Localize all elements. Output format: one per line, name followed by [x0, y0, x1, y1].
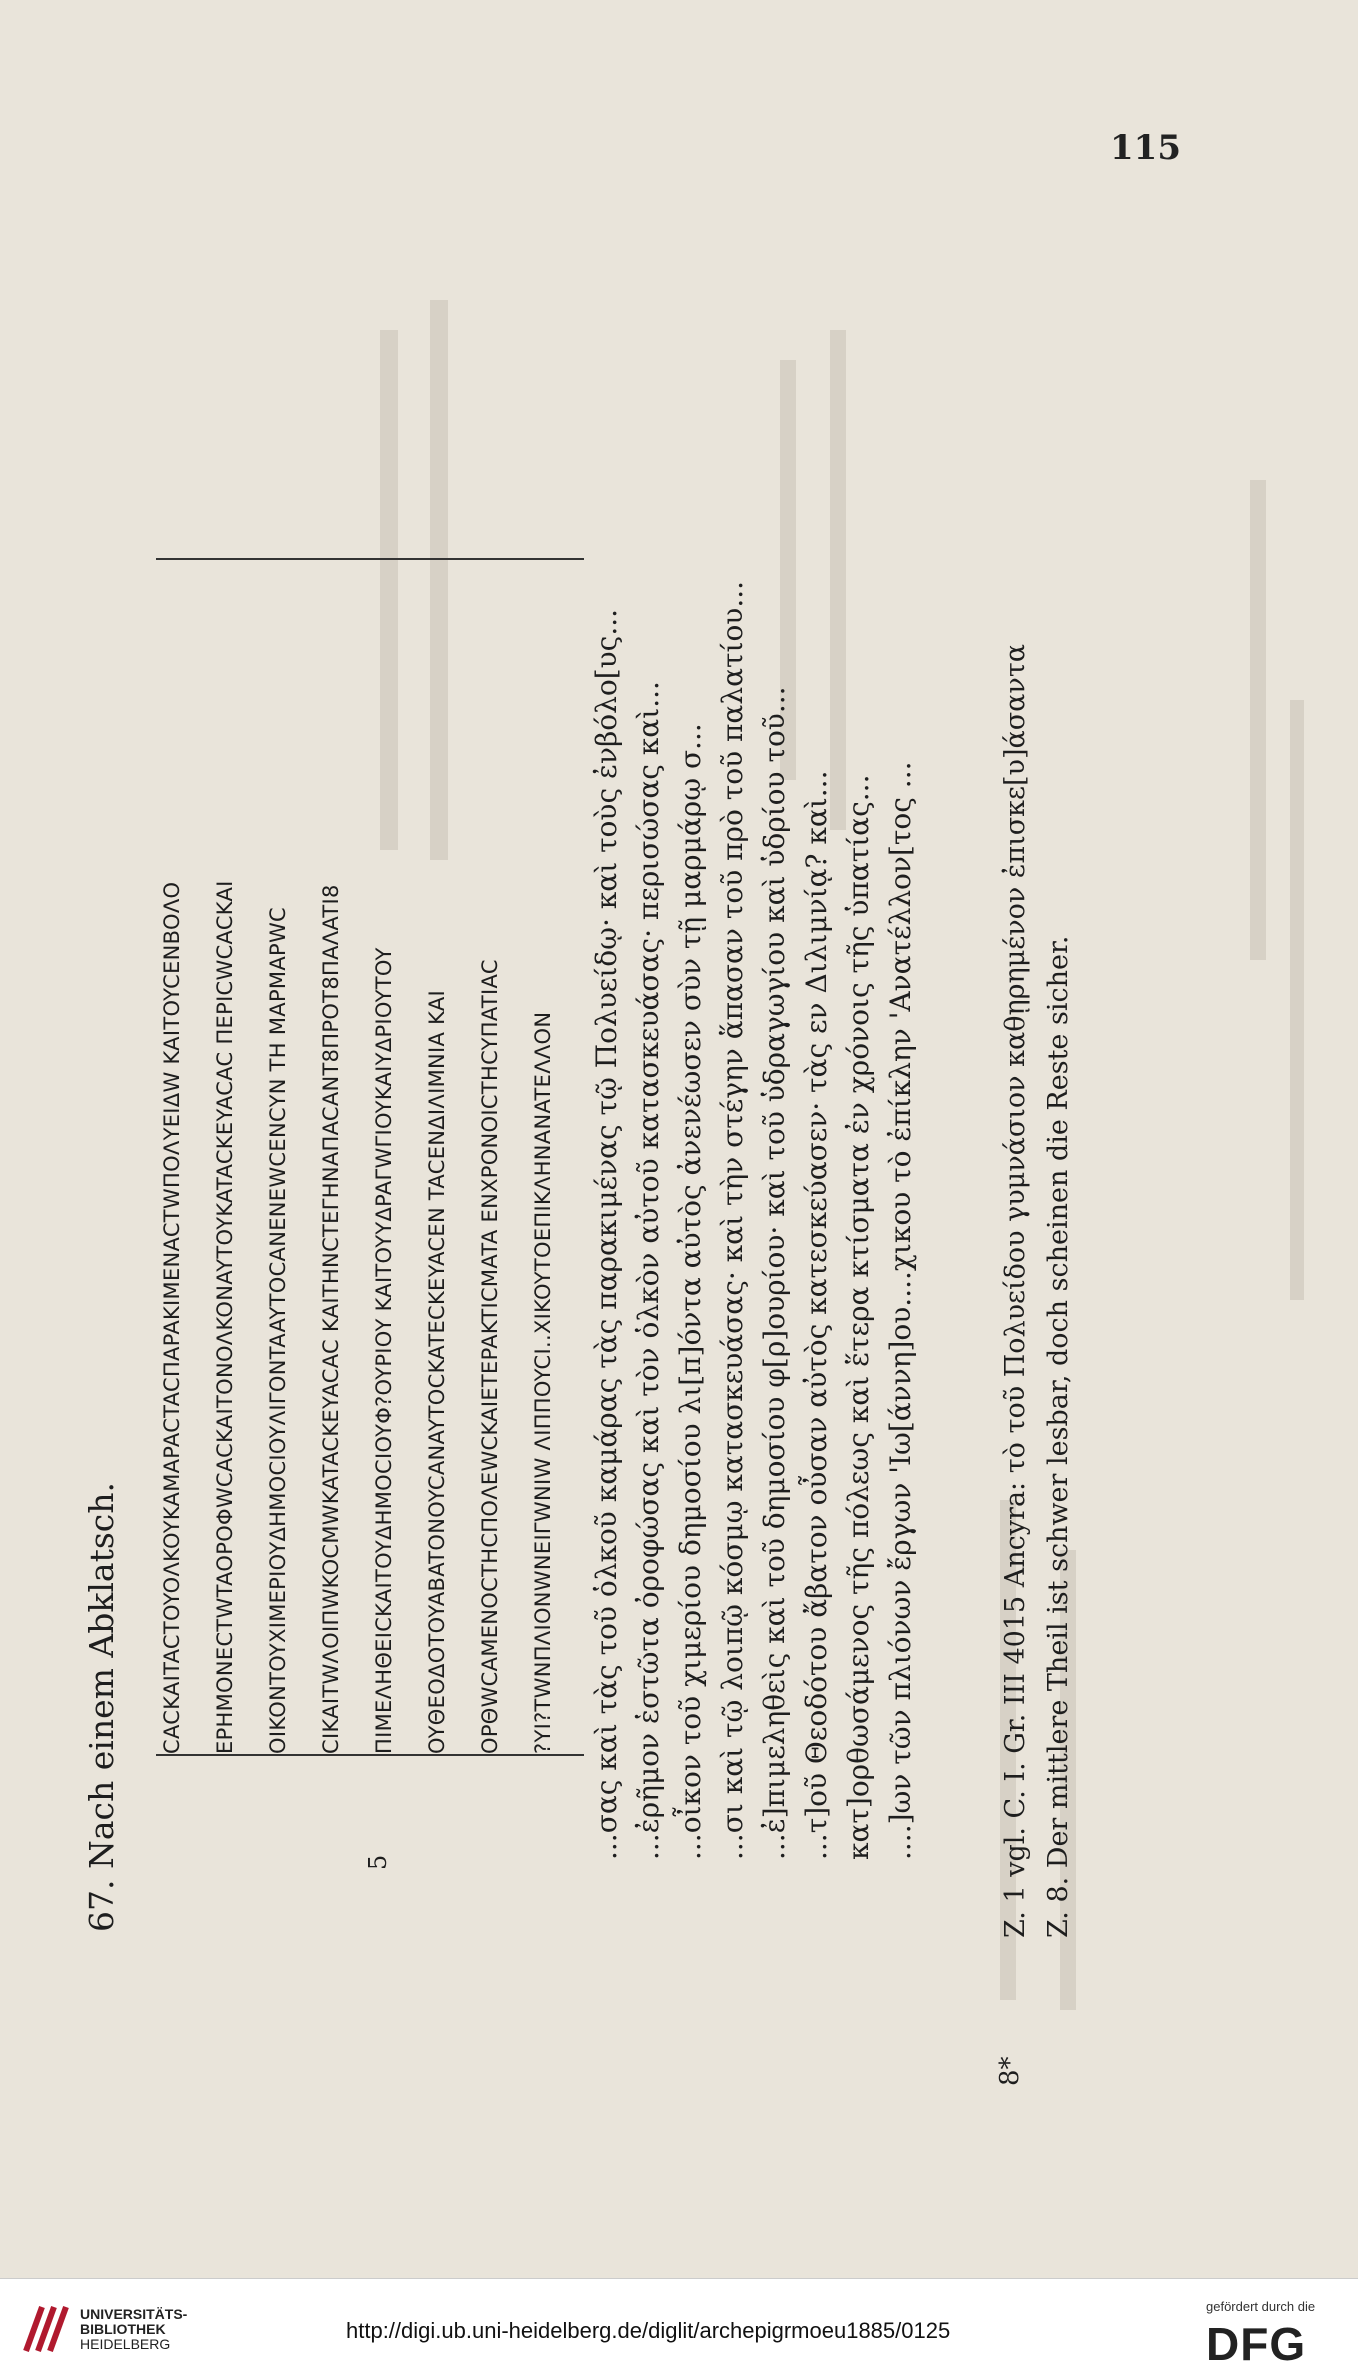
signature-mark: 8*	[995, 2056, 1025, 2086]
library-name: UNIVERSITÄTS- BIBLIOTHEK HEIDELBERG	[80, 2306, 188, 2352]
page-number: 115	[1110, 128, 1181, 168]
transcription-line: ...σας καὶ τὰς τοῦ ὁλκοῦ καμάρας τὰς παρακιμένας τῷ Πολυείδῳ· καὶ τοὺς ἐνβόλο[υς...	[590, 608, 623, 1860]
transcription-line: ...ἐ]πιμεληθεὶς καὶ τοῦ δημοσίου φ[ρ]ουρίου· καὶ τοῦ ὑδραγωγίου καὶ ὑδρίου τοῦ...	[758, 686, 791, 1860]
inscription-line: EPHMONECTWTAOPOΦWCACKAITONOΛKONAYTOYKATACKEYACAC ΠEPICWCACKAI	[213, 880, 237, 1754]
transcription-line: ...τ]οῦ Θεοδότου ἄβατον οὖσαν αὐτὸς κατεσκεύασεν· τὰς εν Διλιμνίᾳ? καὶ...	[800, 770, 833, 1860]
inscription-line: OPΘWCAMENOCTHCΠOΛEWCKAIETEPAKTICMATA ENXPONOICTHCYΠATIAC	[478, 959, 502, 1754]
inscription-block	[156, 558, 584, 1756]
margin-line-number: 5	[364, 1854, 392, 1870]
note-line: Z. 8. Der mittlere Theil ist schwer lesbar, doch scheinen die Reste sicher.	[1043, 935, 1074, 1938]
footer-bar	[0, 2278, 1358, 2378]
funder-logo: DFG	[1206, 2318, 1307, 2370]
inscription-line: OYΘEOΔOTOYABATONOYCANAYTOCKATECKEYACEN TACENΔIΛIMNIA KAI	[425, 989, 449, 1754]
inscription-line: OIKONTOYXIMEPIOYΔHMOCIOYΛIΓONTAAYTOCANENEWCENCYN TH MAPMAPWC	[266, 907, 290, 1754]
permalink-url[interactable]: http://digi.ub.uni-heidelberg.de/diglit/archepigrmoeu1885/0125	[346, 2318, 951, 2343]
transcription-line: ...σι καὶ τῷ λοιπῷ κόσμῳ κατασκευάσας· καὶ τὴν στέγην ἅπασαν τοῦ πρὸ τοῦ παλατίου...	[716, 580, 749, 1860]
transcription-line: ...ἐρῆμον ἑστῶτα ὀροφώσας καὶ τὸν ὁλκὸν αὐτοῦ κατασκευάσας· περισώσας καὶ...	[632, 681, 665, 1860]
inscription-line: ΠIMEΛHΘEICKAITOYΔHMOCIOYΦ?OYPIOY KAITOYYΔPAΓWΓIOYKAIYΔPIOYTOY	[372, 947, 396, 1754]
inscription-line: CIKAITWΛOIΠWKOCMWKATACKEYACAC KAITHNCTEΓHNAΠACANT8ΠPOT8ΠAΛATI8	[319, 884, 343, 1754]
university-library-logo-icon	[16, 2301, 72, 2355]
funded-by-label: gefördert durch die	[1206, 2299, 1316, 2314]
inscription-line: ?YI?TWNΠΛIONWNEIΓWNIW ΛIΠΠOYCI..XIKOYTOEΠIKΛHNANATEΛΛON	[531, 1011, 555, 1754]
note-line: Z. 1 vgl. C. I. Gr. III 4015 Ancyra: τὸ τοῦ Πολυείδου γυμνάσιον καθῃρημένον ἐπισκε[υ]άσαντα	[1000, 644, 1031, 1938]
transcription-line: ....]ων τῶν πλιόνων ἔργων 'Ιω[άννη]ου....χικου τὸ ἐπίκλην 'Ανατέλλον[τος ...	[884, 761, 917, 1860]
transcription-line: κατ]ορθωσάμενος τῆς πόλεως καὶ ἕτερα κτίσματα ἐν χρόνοις τῆς ὑπατίας...	[842, 774, 875, 1860]
transcription-line: ...οἶκον τοῦ χιμερίου δημοσίου λι[π]όντα αὐτὸς ἀνενέωσεν σὺν τῇ μαρμάρῳ σ...	[674, 723, 707, 1860]
section-heading: 67. Nach einem Abklatsch.	[82, 1482, 121, 1932]
inscription-line: CACKAITACTOYOΛKOYKAMAPACTACΠAPAKIMENACTWΠOΛYEIΔW KAITOYCENBOΛO	[160, 881, 184, 1754]
